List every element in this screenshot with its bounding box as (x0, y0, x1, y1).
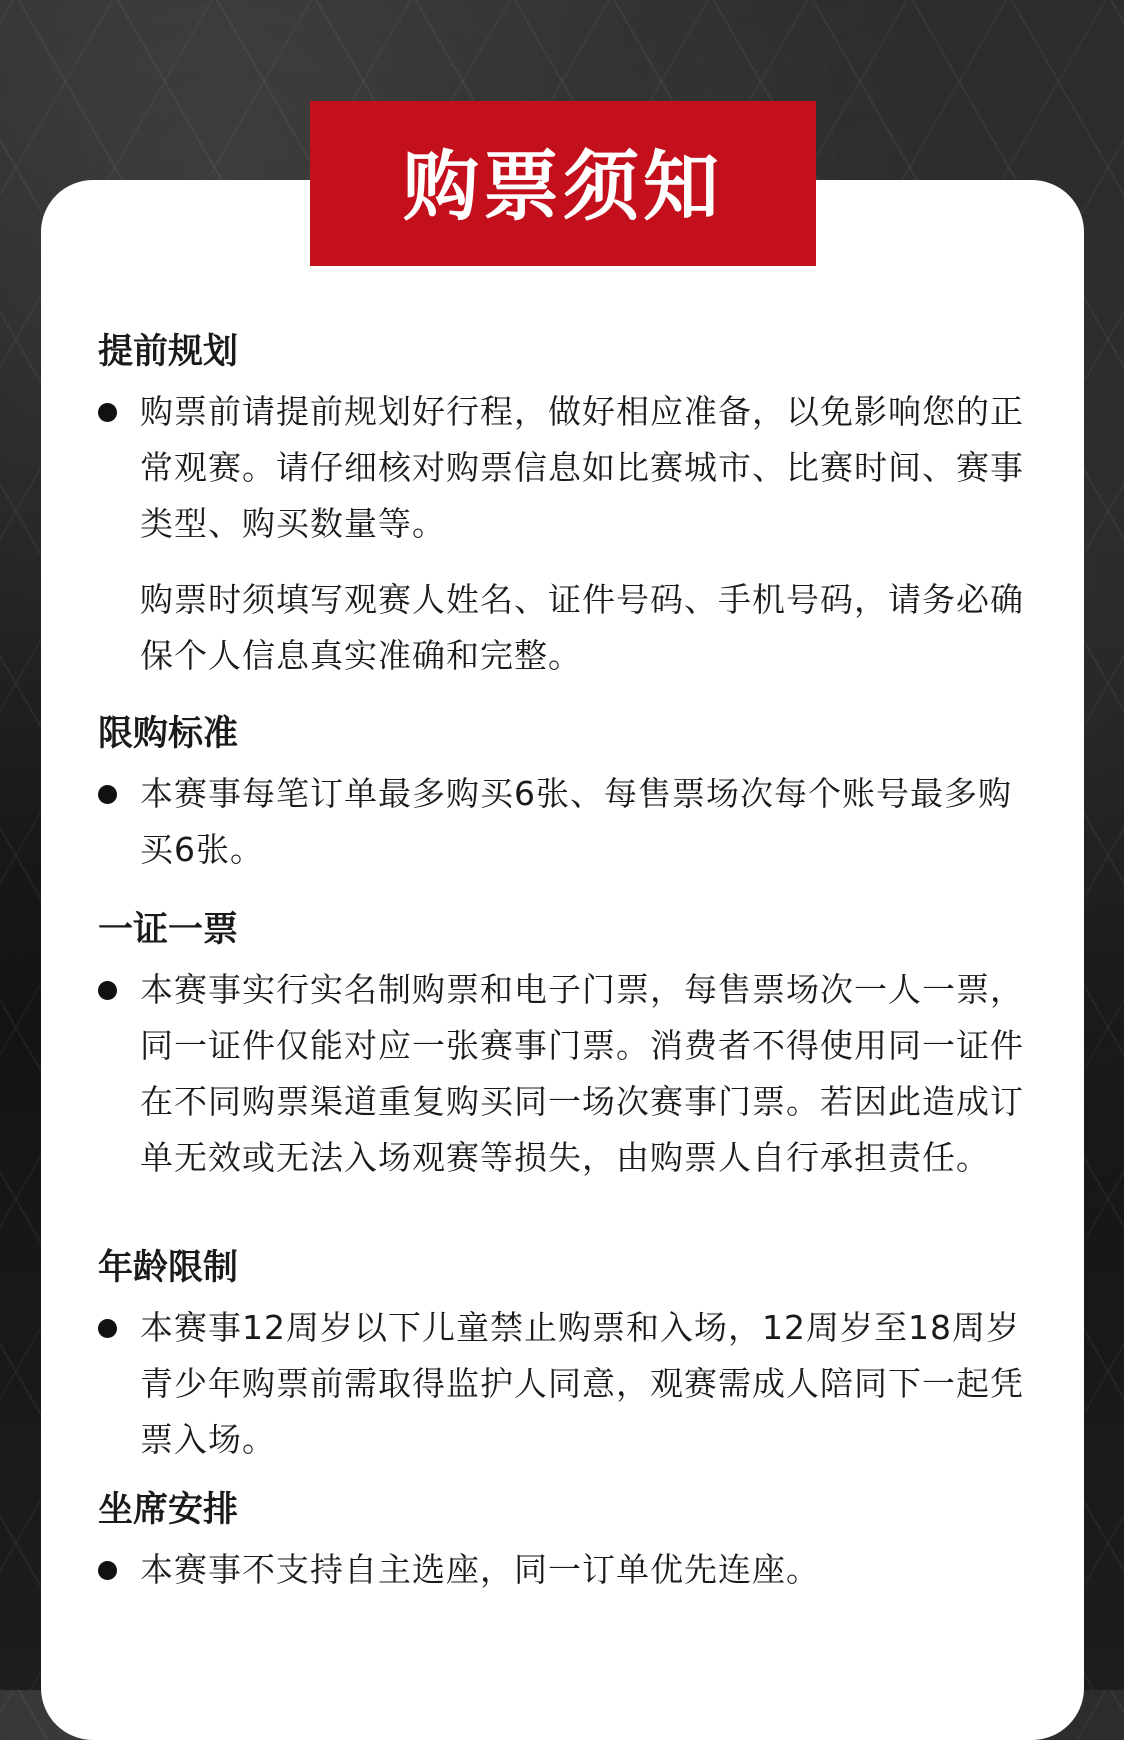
list-item-text: 本赛事12周岁以下儿童禁止购票和入场，12周岁至18周岁青少年购票前需取得监护人同意，观赛需成人陪同下一起凭票入场。 (140, 1308, 1024, 1459)
bullet-icon (98, 981, 117, 1000)
section-age-restriction (98, 1246, 1038, 1468)
list-item (98, 1542, 1038, 1598)
section-title: 提前规划 (98, 332, 239, 372)
page-title: 购票须知 (403, 141, 723, 231)
list-item-text: 本赛事不支持自主选座，同一订单优先连座。 (140, 1550, 820, 1589)
list-item (98, 1300, 1038, 1468)
list-item-text: 本赛事每笔订单最多购买6张、每售票场次每个账号最多购买6张。 (140, 774, 1012, 869)
section-title: 年龄限制 (98, 1248, 239, 1288)
section-purchase-limit (98, 712, 1038, 878)
list-item (98, 766, 1038, 878)
bullet-icon (98, 1561, 117, 1580)
section-seating (98, 1488, 1038, 1598)
notice-content (98, 330, 1038, 1598)
list-item (98, 384, 1038, 552)
section-one-id-one-ticket (98, 908, 1038, 1186)
section-title: 限购标准 (98, 714, 239, 754)
section-title: 坐席安排 (98, 1490, 239, 1530)
paragraph: 购票时须填写观赛人姓名、证件号码、手机号码，请务必确保个人信息真实准确和完整。 (140, 580, 1024, 675)
bullet-icon (98, 1319, 117, 1338)
title-banner (310, 101, 816, 266)
bullet-icon (98, 785, 117, 804)
list-item-text: 本赛事实行实名制购票和电子门票，每售票场次一人一票，同一证件仅能对应一张赛事门票。消费者不得使用同一证件在不同购票渠道重复购买同一场次赛事门票。若因此造成订单无效或无法入场观赛等损失，由购票人自行承担责任。 (140, 970, 1024, 1177)
section-advance-planning (98, 330, 1038, 684)
bullet-icon (98, 403, 117, 422)
list-item (98, 962, 1038, 1186)
section-title: 一证一票 (98, 910, 239, 950)
list-item-text: 购票前请提前规划好行程，做好相应准备，以免影响您的正常观赛。请仔细核对购票信息如比赛城市、比赛时间、赛事类型、购买数量等。 (140, 392, 1024, 543)
